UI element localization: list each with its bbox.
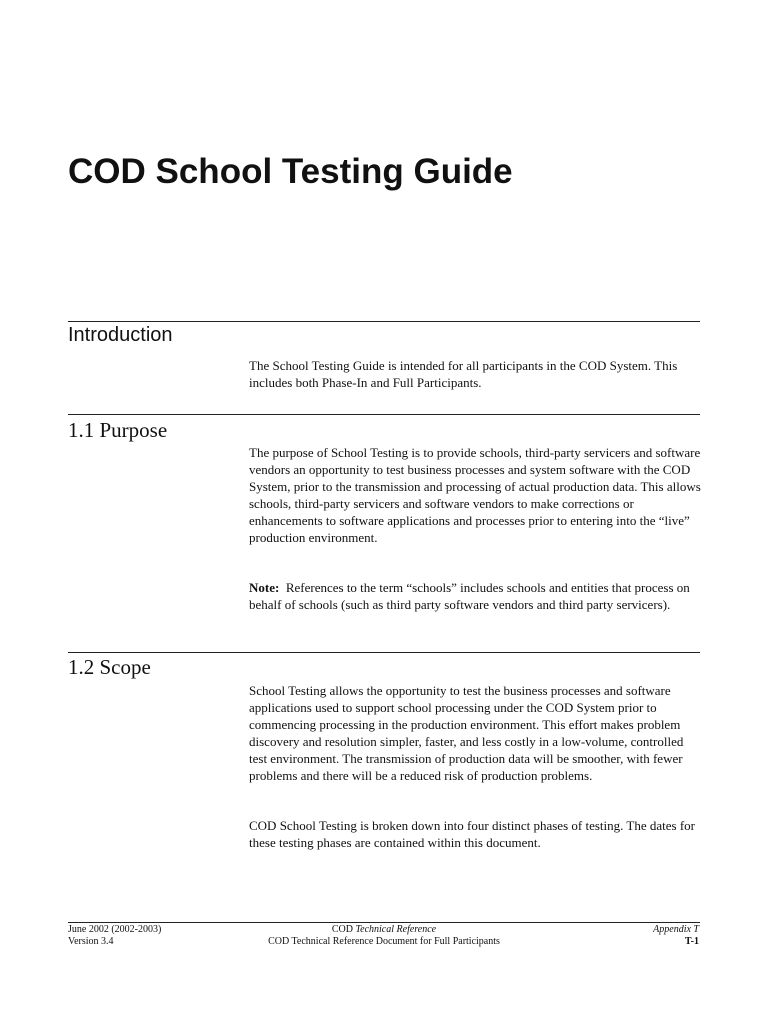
introduction-paragraph: The School Testing Guide is intended for all participants in the COD System. This includes both Phase-In and Full Participants.	[249, 358, 678, 390]
purpose-heading: 1.1 Purpose	[68, 418, 168, 442]
scope-paragraph: School Testing allows the opportunity to test the business processes and software applications used to support school processing under the COD System prior to commencing processing in the production environment. This effort makes problem discovery and resolution simpler, faster, and less costly in a low-volume, controlled test environment. The transmission of production data will be smoother, with fewer problems and there will be a reduced risk of production problems.	[249, 683, 684, 783]
footer-document-name: COD Technical Reference Document for Full Participants	[268, 936, 500, 947]
scope-paragraph: COD School Testing is broken down into four distinct phases of testing. The dates for these testing phases are contained within this document.	[249, 818, 695, 850]
section-divider	[68, 414, 700, 415]
section-divider	[68, 652, 700, 653]
footer-reference-prefix: COD	[331, 924, 353, 935]
introduction-heading: Introduction	[68, 324, 173, 346]
footer-appendix: Appendix T	[653, 924, 699, 935]
footer-divider	[68, 922, 700, 923]
note-text: References to the term “schools” includes schools and entities that process on behalf of schools (such as third party software vendors and third party servicers).	[249, 580, 690, 612]
scope-heading: 1.2 Scope	[68, 655, 151, 679]
document-title: COD School Testing Guide	[68, 152, 513, 191]
purpose-paragraph: The purpose of School Testing is to provide schools, third-party servicers and software vendors an opportunity to test business processes and system software with the COD System, prior to the transmission and processing of actual production data. This allows schools, third-party servicers and software vendors to make corrections or enhancements to software applications and processes prior to entering into the “live” production environment.	[249, 445, 701, 545]
footer-page-number: T-1	[684, 936, 699, 947]
note-label: Note:	[249, 580, 280, 595]
footer-reference	[200, 924, 568, 936]
purpose-note	[249, 579, 701, 613]
footer-date: June 2002 (2002-2003)	[68, 924, 162, 935]
footer-reference-title: Technical Reference	[355, 924, 437, 935]
footer-version: Version 3.4	[68, 936, 114, 947]
